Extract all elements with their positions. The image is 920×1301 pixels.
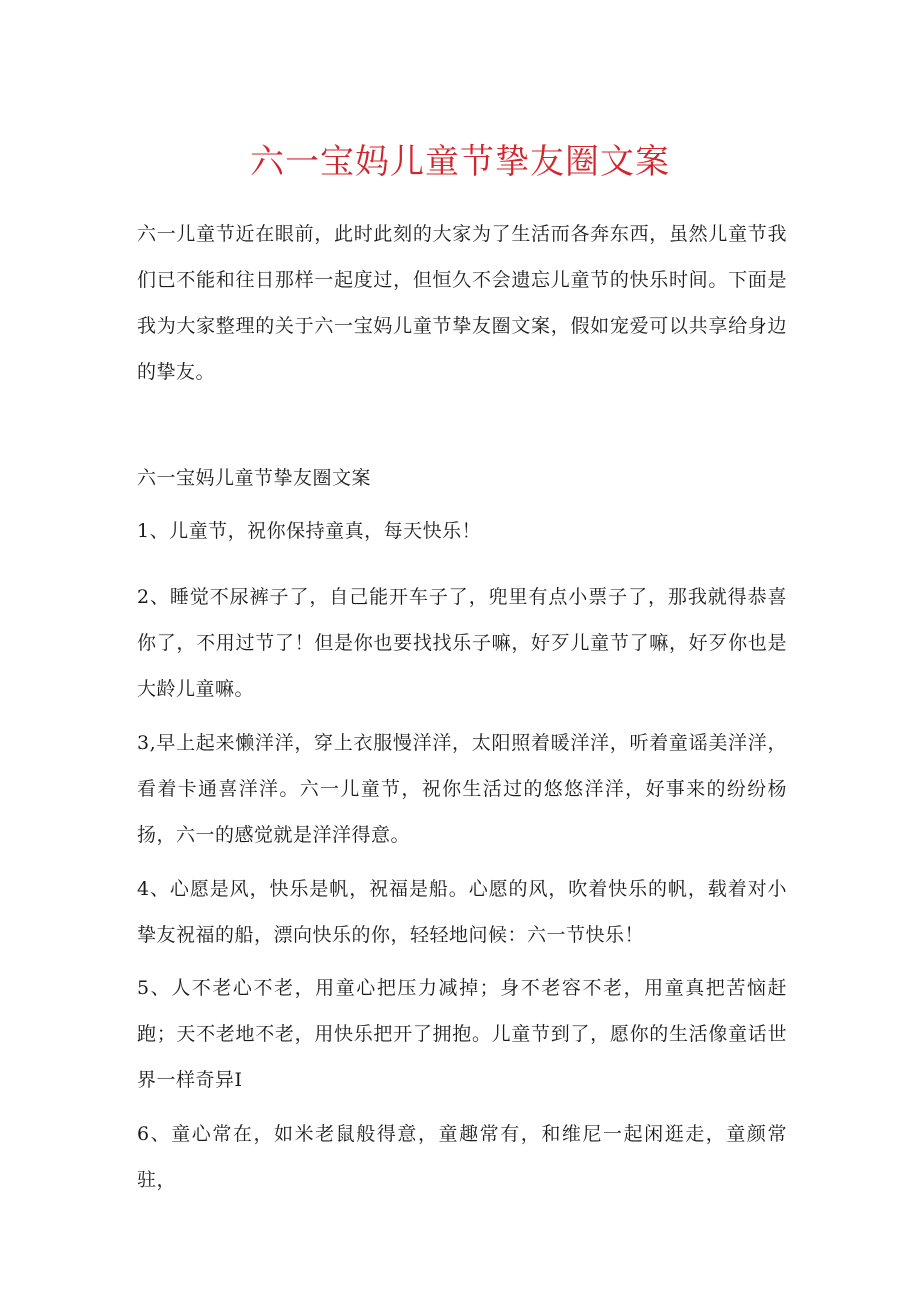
list-item: 3,早上起来懒洋洋，穿上衣服慢洋洋，太阳照着暖洋洋，听着童谣美洋洋，看着卡通喜洋洋。六一儿童节，祝你生活过的悠悠洋洋，好事来的纷纷杨扬，六一的感觉就是洋洋得意。 — [137, 732, 787, 846]
list-item: 1、儿童节，祝你保持童真，每天快乐！ — [137, 520, 482, 542]
list-item: 4、心愿是风，快乐是帆，祝福是船。心愿的风，吹着快乐的帆，载着对小挚友祝福的船，漂向快乐的你，轻轻地问候：六一节快乐！ — [137, 878, 787, 946]
intro-paragraph: 六一儿童节近在眼前，此时此刻的大家为了生活而各奔东西，虽然儿童节我们已不能和往日那样一起度过，但恒久不会遗忘儿童节的快乐时间。下面是我为大家整理的关于六一宝妈儿童节挚友圈文案，假如宠爱可以共享给身边的挚友。 — [137, 223, 787, 383]
list-item: 5、人不老心不老，用童心把压力减掉；身不老容不老，用童真把苦恼赶跑；天不老地不老，用快乐把开了拥抱。儿童节到了，愿你的生活像童话世界一样奇异I — [137, 977, 787, 1091]
page-title: 六一宝妈儿童节挚友圈文案 — [250, 142, 670, 182]
list-item: 6、童心常在，如米老鼠般得意，童趣常有，和维尼一起闲逛走，童颜常驻， — [137, 1123, 787, 1191]
list-item: 2、睡觉不尿裤子了，自己能开车子了，兜里有点小票子了，那我就得恭喜你了，不用过节了！但是你也要找找乐子嘛，好歹儿童节了嘛，好歹你也是大龄儿童嘛。 — [137, 586, 787, 700]
section-heading: 六一宝妈儿童节挚友圈文案 — [137, 467, 372, 489]
